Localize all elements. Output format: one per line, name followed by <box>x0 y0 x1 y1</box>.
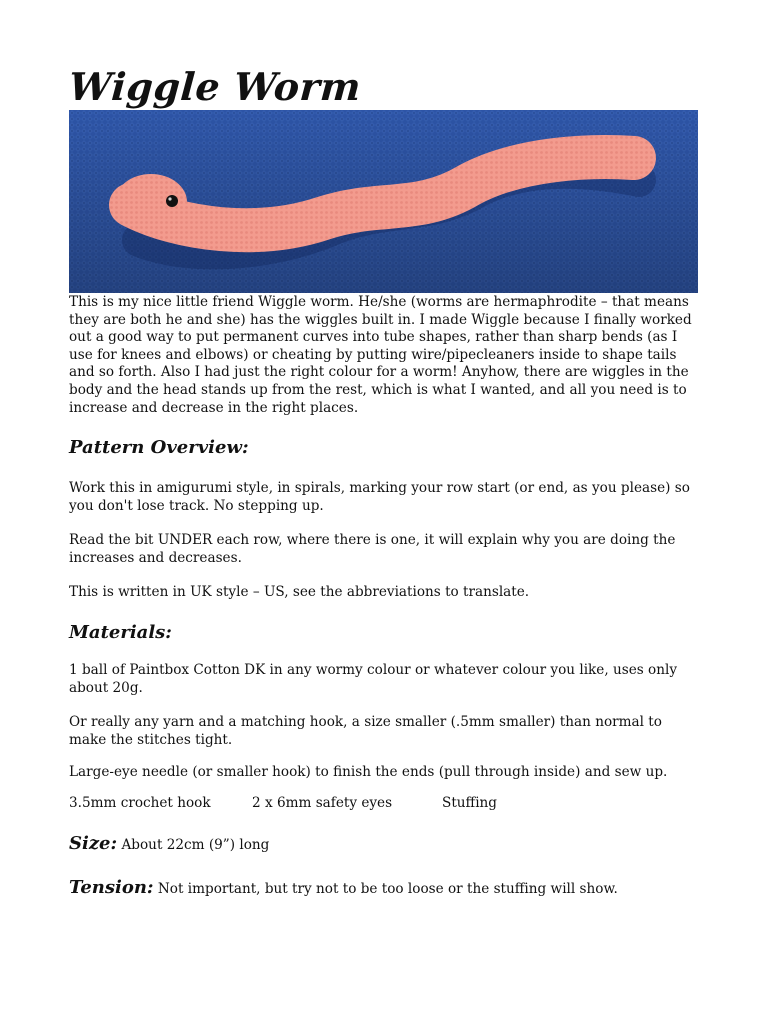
size-row <box>69 833 269 854</box>
tool-item: 3.5mm crochet hook <box>69 795 211 811</box>
size-text: About 22cm (9”) long <box>121 837 270 853</box>
overview-heading: Pattern Overview: <box>69 437 249 458</box>
tool-item: Stuffing <box>442 795 497 811</box>
materials-paragraph-3: Large-eye needle (or smaller hook) to finish the ends (pull through inside) and sew up. <box>69 764 668 780</box>
intro-paragraph: This is my nice little friend Wiggle worm. He/she (worms are hermaphrodite – that means they are both he and she) has the wiggles built in. I made Wiggle because I finally worked out a good way to put permanent curves into tube shapes, rather than sharp bends (as I use for knees and elbows) or cheating by putting wire/pipecleaners inside to shape tails and so forth. Also I had just the right colour for a worm! Anyhow, there are wiggles in the body and the head stands up from the rest, which is what I wanted, and all you need is to increase and decrease in the right places. <box>69 294 692 416</box>
materials-paragraph-1: 1 ball of Paintbox Cotton DK in any wormy colour or whatever colour you like, uses only about 20g. <box>69 662 678 696</box>
overview-paragraph-2: Read the bit UNDER each row, where there is one, it will explain why you are doing the increases and decreases. <box>69 532 676 566</box>
tool-item: 2 x 6mm safety eyes <box>252 795 393 811</box>
tension-row <box>69 877 618 898</box>
tension-text: Not important, but try not to be too loose or the stuffing will show. <box>157 881 618 897</box>
overview-paragraph-1: Work this in amigurumi style, in spirals, marking your row start (or end, as you please) so you don't lose track. No stepping up. <box>69 480 690 514</box>
materials-heading: Materials: <box>69 622 172 643</box>
size-label: Size: <box>69 833 118 854</box>
tension-label: Tension: <box>69 877 154 898</box>
worm-photo <box>69 110 698 293</box>
overview-paragraph-3: This is written in UK style – US, see the abbreviations to translate. <box>69 584 530 600</box>
worm-eye <box>166 195 178 207</box>
page-title: Wiggle Worm <box>67 64 363 109</box>
materials-paragraph-2: Or really any yarn and a matching hook, a size smaller (.5mm smaller) than normal to make the stitches tight. <box>69 714 662 748</box>
